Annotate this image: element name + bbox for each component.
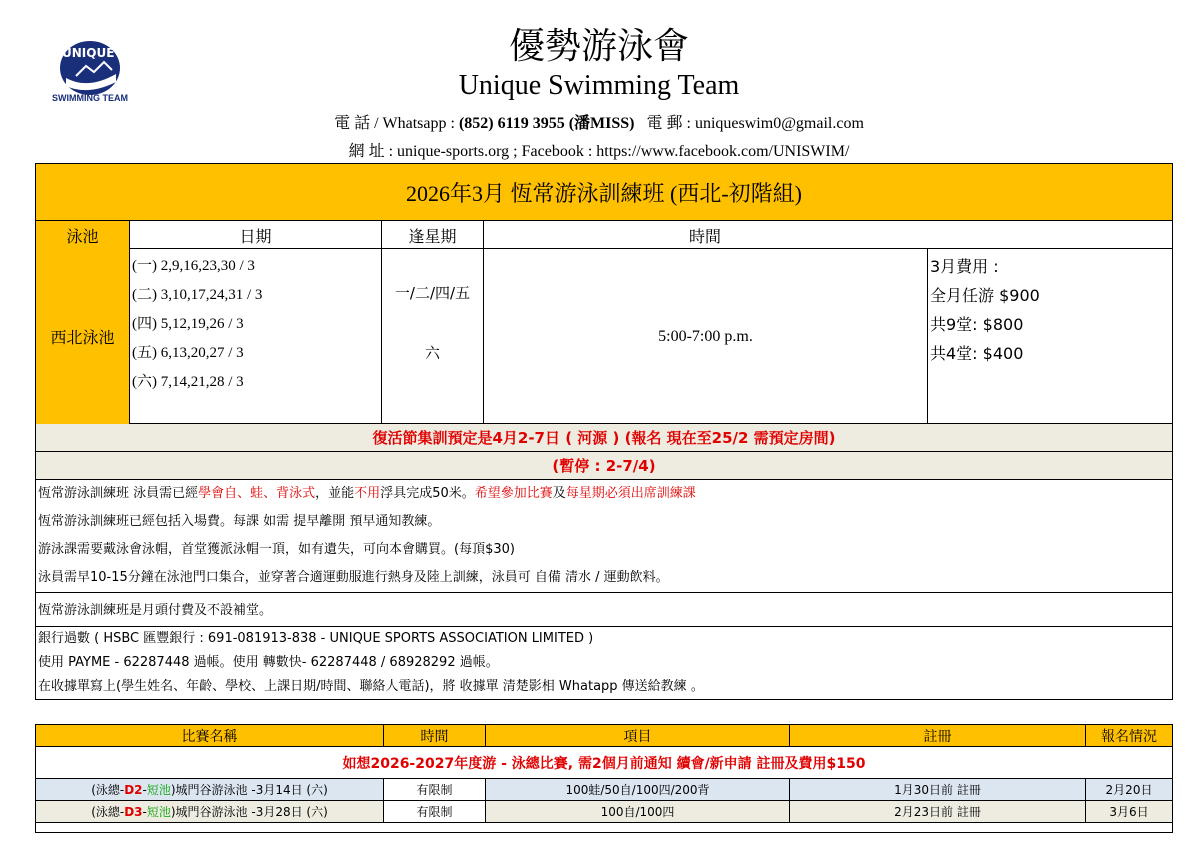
web-links: unique-sports.org ; Facebook : https://www.facebook.com/UNISWIM/ [397,143,850,160]
comp-register: 1月30日前 註冊 [790,779,1086,800]
payment-block [36,627,1172,699]
competition-headers [36,725,1172,747]
club-title-english: Unique Swimming Team [458,70,740,101]
course-time: 5:00-7:00 p.m. [484,249,928,424]
col-time-header: 時間 [688,226,721,246]
pool-name: 西北泳池 [36,249,130,424]
fee-line: 全月任游 $900 [930,286,1040,305]
competition-info: 如想2026-2027年度游 - 泳總比賽, 需2個月前通知 續會/新申請 註冊及費用$150 [36,747,1172,779]
fee-line: 共9堂: $800 [930,315,1024,334]
comp-time: 有限制 [384,801,486,822]
course-title-text: 2026年3月 恆常游泳訓練班 (西北-初階組) [406,180,802,206]
course-table [35,163,1173,700]
logo-caption: SWIMMING TEAM [52,93,128,103]
contact-line [0,110,1198,133]
payme-line: 使用 PAYME - 62287448 過帳。使用 轉數快- 62287448 / 68928292 過帳。 [38,655,499,670]
weekday-group-1: 一/二/四/五 [394,284,471,302]
comp-events: 100蛙/50自/100四/200背 [486,779,790,800]
easter-camp-notice: 復活節集訓預定是4月2-7日 ( 河源 ) (報名 現在至25/2 需預定房間) [36,424,1172,452]
col-weekday-header: 逢星期 [382,221,484,249]
comp-col-status: 報名情況 [1101,728,1157,745]
date-line: (一) 2,9,16,23,30 / 3 [132,258,255,274]
course-dates [130,249,382,424]
email-label: 電 郵 : [646,115,691,132]
rules-block [36,480,1172,593]
phone-number: (852) 6119 3955 (潘MISS) [458,115,635,132]
comp-name: (泳總- D3 - 短池 )城門谷游泳池 -3月28日 (六) [36,801,384,822]
fee-line: 3月費用 : [930,257,999,276]
date-line: (五) 6,13,20,27 / 3 [132,345,244,361]
comp-name: (泳總- D2 - 短池 )城門谷游泳池 -3月14日 (六) [36,779,384,800]
phone-label: 電 話 / Whatsapp : [334,115,455,132]
comp-deadline: 3月6日 [1109,805,1149,819]
comp-events: 100自/100四 [486,801,790,822]
course-column-headers [36,221,1172,249]
pause-notice: (暫停 : 2-7/4) [36,452,1172,480]
club-title-chinese: 優勢游泳會 [508,26,689,67]
table-row [36,801,1172,823]
date-line: (六) 7,14,21,28 / 3 [132,374,244,390]
weekday-group-2: 六 [424,344,440,362]
competition-table [35,724,1173,833]
logo-wordmark: UNIQUE [62,46,115,60]
rule-line: 恆常游泳訓練班已經包括入場費。每課 如需 提早離開 預早通知教練。 [38,514,441,529]
table-row [36,779,1172,801]
comp-col-register: 註冊 [790,725,1086,746]
bank-line: 銀行過數 ( HSBC 匯豐銀行 : 691-081913-838 - UNIQUE SPORTS ASSOCIATION LIMITED ) [38,631,594,646]
date-line: (四) 5,12,19,26 / 3 [132,316,244,332]
web-label: 網 址 : [348,143,394,160]
comp-deadline: 2月20日 [1105,783,1153,797]
comp-register: 2月23日前 註冊 [790,801,1086,822]
rule-line: 游泳課需要戴泳會泳帽，首堂獲派泳帽一頂，如有遺失，可向本會購買。(每頂$30) [38,542,515,557]
course-body [36,249,1172,424]
comp-col-events: 項目 [486,725,790,746]
website-line [0,138,1198,161]
rule-line: 恆常游泳訓練班 泳員需已經學會自、蛙、背泳式，並能不用浮具完成50米。希望參加比賽及每星期必須出席訓練課 [38,486,696,501]
rule-line: 泳員需早10-15分鐘在泳池門口集合，並穿著合適運動服進行熱身及陸上訓練，泳員可 自備 清水 / 運動飲料。 [38,570,669,585]
course-weekdays [382,249,484,424]
col-date-header: 日期 [130,221,382,249]
course-fees [928,249,1174,424]
rule-line: 恆常游泳訓練班是月頭付費及不設補堂。 [38,603,273,618]
date-line: (二) 3,10,17,24,31 / 3 [132,287,263,303]
comp-col-name: 比賽名稱 [36,725,384,746]
rule-no-makeup [36,597,1172,627]
email-address: uniqueswim0@gmail.com [694,115,864,132]
course-title [36,164,1172,221]
comp-col-time: 時間 [384,725,486,746]
fee-line: 共4堂: $400 [930,344,1024,363]
col-pool-header: 泳池 [36,221,130,249]
receipt-line: 在收據單寫上(學生姓名、年齡、學校、上課日期/時間、聯絡人電話)，將 收據單 清楚影相 Whatapp 傳送給教練 。 [38,679,704,694]
comp-time: 有限制 [384,779,486,800]
